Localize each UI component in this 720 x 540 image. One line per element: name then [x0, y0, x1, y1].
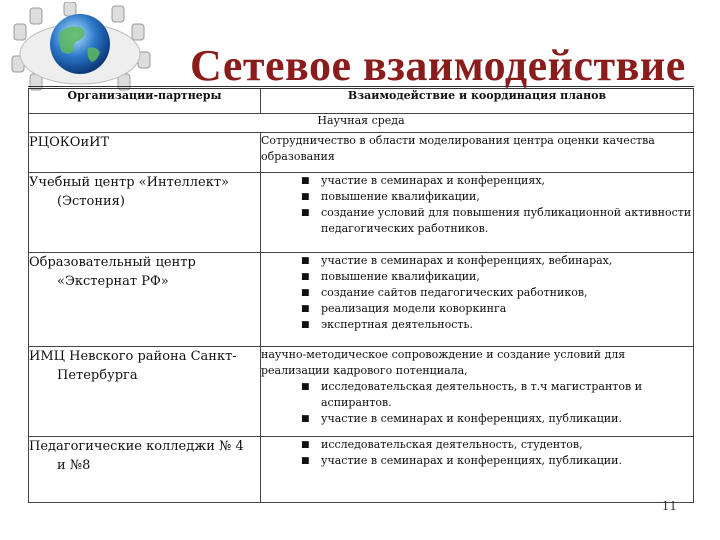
list-item: ■ исследовательская деятельность, студентов, [301, 438, 583, 451]
square-bullet-icon: ■ [301, 414, 310, 424]
table-row [29, 437, 694, 503]
activity-text: Сотрудничество в области моделирования центра оценки качества образования [261, 134, 655, 163]
square-bullet-icon: ■ [301, 288, 310, 298]
org-cell [29, 437, 261, 503]
list-item: ■ создание сайтов педагогических работников, [301, 286, 588, 299]
org-name-line2: «Экстернат РФ» [57, 274, 169, 289]
list-item: ■ экспертная деятельность. [301, 318, 473, 331]
org-cell [29, 133, 261, 173]
org-cell [29, 173, 261, 253]
table-row [29, 253, 694, 347]
table-row [29, 173, 694, 253]
org-name: Учебный центр «Интеллект» [29, 175, 230, 190]
list-item: ■ реализация модели коворкинга [301, 302, 507, 315]
org-cell [29, 347, 261, 437]
table-row [29, 133, 694, 173]
header-partners: Организации-партнеры [29, 88, 261, 114]
square-bullet-icon: ■ [301, 272, 310, 282]
org-name: Педагогические колледжи № 4 [29, 439, 244, 454]
square-bullet-icon: ■ [301, 192, 310, 202]
square-bullet-icon: ■ [301, 256, 310, 266]
partners-table [28, 86, 694, 503]
activity-cell [261, 173, 694, 253]
list-item: ■ участие в семинарах и конференциях, публикации. [301, 454, 622, 467]
table-subheader-row [29, 114, 694, 133]
square-bullet-icon: ■ [301, 176, 310, 186]
list-item: ■ создание условий для повышения публикационной активности педагогических работников. [301, 206, 692, 235]
org-name: РЦОКОиИТ [29, 135, 110, 150]
activity-text: научно-методическое сопровождение и создание условий для реализации кадрового потенциала, [261, 348, 626, 377]
table-row [29, 347, 694, 437]
org-name-line2: Петербурга [57, 368, 138, 383]
list-item: ■ повышение квалификации, [301, 190, 480, 203]
org-name-line2: (Эстония) [57, 194, 125, 209]
list-item: ■ участие в семинарах и конференциях, публикации. [301, 412, 622, 425]
square-bullet-icon: ■ [301, 456, 310, 466]
table-header-row [29, 88, 694, 114]
subheader-scientific-environment: Научная среда [29, 114, 694, 133]
activity-cell [261, 253, 694, 347]
org-name-line2: и №8 [57, 458, 91, 473]
header-interaction: Взаимодействие и координация планов [261, 88, 694, 114]
square-bullet-icon: ■ [301, 382, 310, 392]
list-item: ■ исследовательская деятельность, в т.ч магистрантов и аспирантов. [301, 380, 643, 409]
page-title: Сетевое взаимодействие [190, 41, 686, 90]
square-bullet-icon: ■ [301, 208, 310, 218]
page-number: 11 [661, 499, 677, 513]
org-name: ИМЦ Невского района Санкт- [29, 349, 237, 364]
square-bullet-icon: ■ [301, 320, 310, 330]
globe-network-logo [8, 2, 158, 94]
activity-cell [261, 347, 694, 437]
list-item: ■ повышение квалификации, [301, 270, 480, 283]
org-cell [29, 253, 261, 347]
activity-cell [261, 133, 694, 173]
activity-cell [261, 437, 694, 503]
list-item: ■ участие в семинарах и конференциях, [301, 174, 546, 187]
square-bullet-icon: ■ [301, 440, 310, 450]
square-bullet-icon: ■ [301, 304, 310, 314]
list-item: ■ участие в семинарах и конференциях, вебинарах, [301, 254, 613, 267]
org-name: Образовательный центр [29, 255, 196, 270]
